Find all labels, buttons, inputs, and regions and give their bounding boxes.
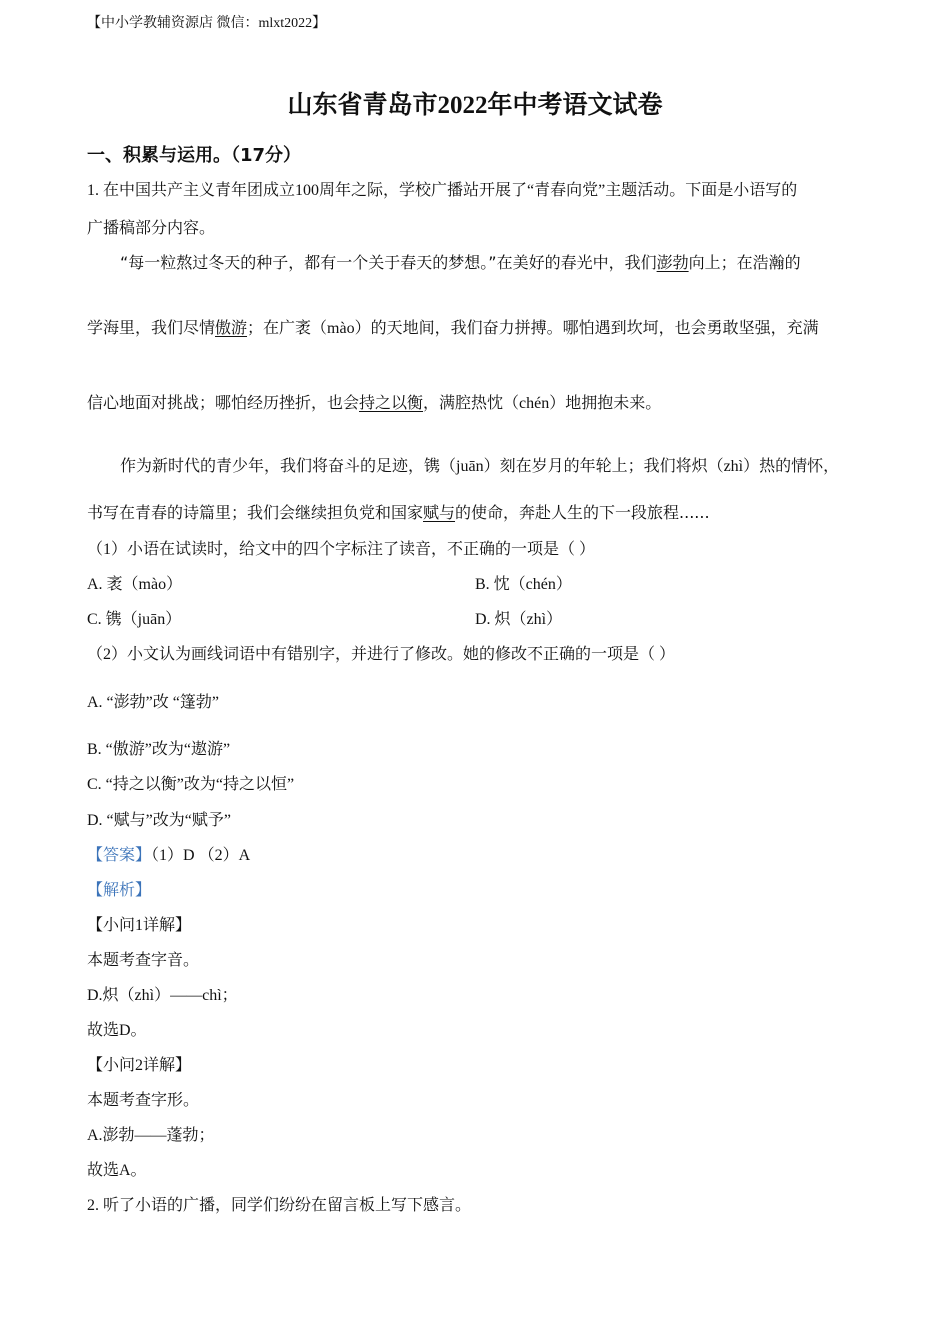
option-2c: C. “持之以衡”改为“持之以恒”	[87, 776, 295, 793]
analysis-line: 故选D。	[87, 1022, 147, 1039]
passage-text: “每一粒熬过冬天的种子，都有一个关于春天的梦想。”在美好的春光中，我们	[120, 253, 657, 272]
passage-line-2	[87, 318, 819, 339]
underlined-word: 持之以衡	[359, 393, 424, 412]
analysis-line: 【小问1详解】	[87, 917, 192, 934]
pinyin: juān	[456, 458, 484, 475]
passage-text: 向上；在浩瀚的	[688, 253, 801, 272]
passage-line-1	[120, 253, 801, 273]
page-title: 山东省青岛市2022年中考语文试卷	[287, 92, 663, 119]
option-1b: B. 忱（chén）	[475, 576, 572, 593]
sub-question-2: （2）小文认为画线词语中有错别字，并进行了修改。她的修改不正确的一项是（ ）	[87, 646, 676, 663]
analysis-line: 本题考查字形。	[87, 1092, 200, 1109]
pinyin: chén	[519, 395, 550, 412]
question-2-stem: 2. 听了小语的广播，同学们纷纷在留言板上写下感言。	[87, 1197, 472, 1214]
underlined-word: 傲游	[215, 318, 248, 337]
analysis-line: 本题考查字音。	[87, 952, 200, 969]
passage-text: 书写在青春的诗篇里；我们会继续担负党和国家	[87, 503, 424, 522]
passage-text: 信心地面对挑战；哪怕经历挫折，也会	[87, 393, 360, 412]
analysis-line: A.澎勃——蓬勃；	[87, 1127, 215, 1144]
passage-text: 学海里，我们尽情	[87, 318, 216, 337]
option-2d: D. “赋与”改为“赋予”	[87, 812, 231, 829]
passage-text: ，满腔热忱（	[423, 393, 520, 412]
passage-text: ）热的情怀，	[743, 456, 840, 475]
passage-line-5	[87, 503, 710, 523]
passage-text: 作为新时代的青少年，我们将奋斗的足迹，镌（	[120, 456, 457, 475]
option-2b: B. “傲游”改为“遨游”	[87, 741, 231, 758]
option-2a: A. “澎勃”改 “篷勃”	[87, 694, 219, 711]
passage-text: ）地拥抱未来。	[549, 393, 662, 412]
analysis-line: 【小问2详解】	[87, 1057, 192, 1074]
pinyin: mào	[327, 320, 355, 337]
underlined-word: 澎勃	[656, 253, 689, 272]
answer-line	[87, 846, 250, 866]
pinyin: zhì	[723, 458, 744, 475]
sub-question-1: （1）小语在试读时，给文中的四个字标注了读音，不正确的一项是（ ）	[87, 541, 596, 558]
option-1c: C. 镌（juān）	[87, 611, 182, 628]
analysis-line: D.炽（zhì）——chì；	[87, 987, 238, 1004]
underlined-word: 赋与	[423, 503, 456, 522]
question-1-stem-line-2: 广播稿部分内容。	[87, 220, 216, 237]
answer-label: 【答案】	[87, 847, 152, 864]
option-1d: D. 炽（zhì）	[475, 611, 563, 628]
passage-text: ）的天地间，我们奋力拼搏。哪怕遇到坎坷，也会勇敢坚强，充满	[354, 318, 819, 337]
passage-text: 的使命，奔赴人生的下一段旅程......	[455, 503, 710, 522]
answer-text: （1）D （2）A	[151, 847, 251, 864]
passage-text: ）刻在岁月的年轮上；我们将炽（	[483, 456, 724, 475]
passage-line-4	[120, 456, 839, 477]
question-1-stem-line-1: 1. 在中国共产主义青年团成立100周年之际，学校广播站开展了“青春向党”主题活动。下面是小语写的	[87, 182, 798, 199]
analysis-line: 故选A。	[87, 1162, 147, 1179]
option-1a: A. 袤（mào）	[87, 576, 183, 593]
section-heading: 一、积累与运用。（17分）	[87, 145, 302, 166]
header-note: 【中小学教辅资源店 微信：mlxt2022】	[87, 16, 327, 31]
passage-line-3	[87, 393, 661, 414]
passage-text: ；在广袤（	[247, 318, 328, 337]
analysis-label: 【解析】	[87, 882, 152, 899]
